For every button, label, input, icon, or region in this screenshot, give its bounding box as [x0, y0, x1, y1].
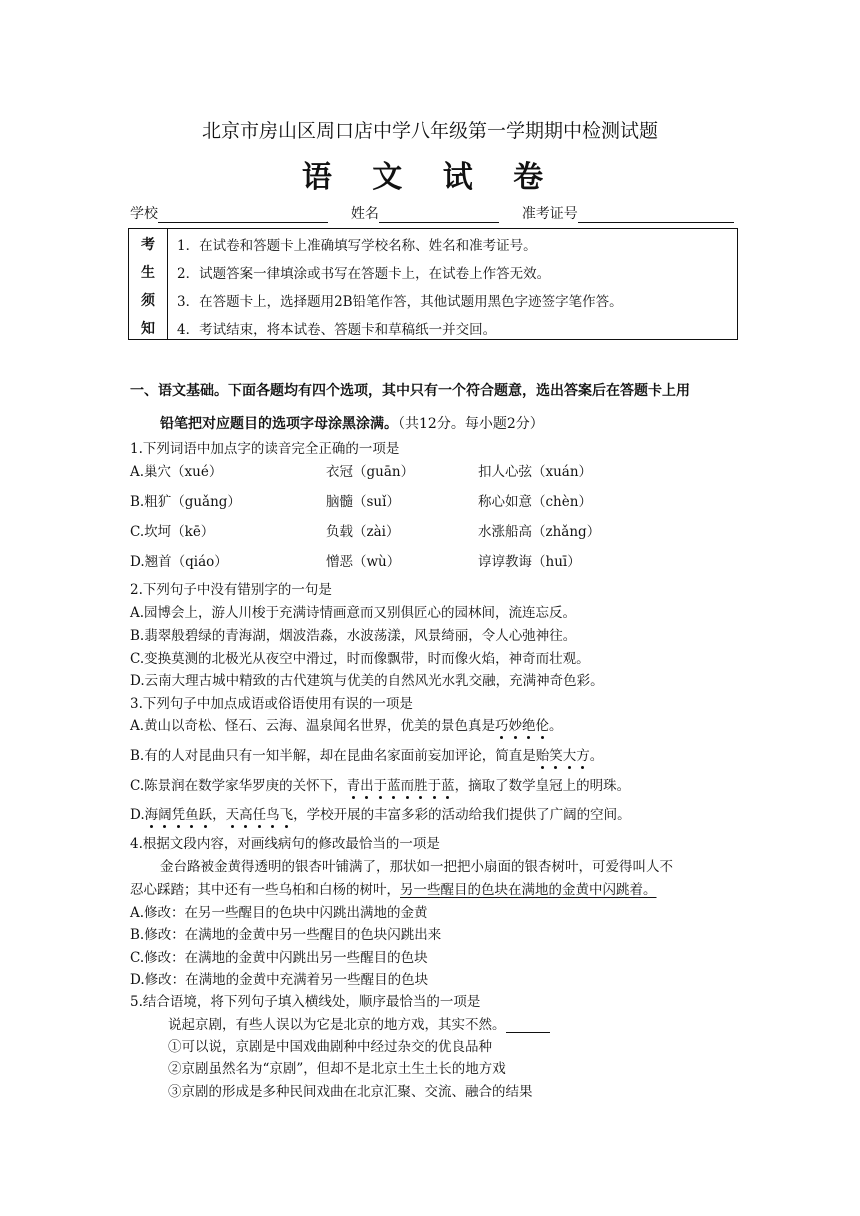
dotted-char: 巧	[495, 714, 509, 734]
exam-title: 语 文 试 卷	[301, 160, 559, 195]
q1-option: 憎恶（wù）	[326, 554, 401, 570]
school-label: 学校	[130, 206, 158, 222]
dotted-char: 海	[145, 803, 159, 823]
notice-table	[128, 228, 738, 340]
notice-item: 4．考试结束，将本试卷、答题卡和草稿纸一并交回。	[177, 322, 497, 338]
dotted-char: 伦	[536, 714, 550, 734]
q1-option: 水涨船高（zhǎng）	[478, 524, 601, 540]
dotted-char: 跃	[199, 803, 213, 823]
q5-item: ③京剧的形成是多种民间戏曲在北京汇聚、交流、融合的结果	[168, 1084, 533, 1100]
notice-side-char: 考	[141, 237, 155, 253]
q3-dotted-idiom	[495, 718, 549, 734]
q1-option: 负载（zài）	[326, 524, 400, 540]
q2-option: C.变换莫测的北极光从夜空中滑过，时而像飘带，时而像火焰，神奇而壮观。	[130, 651, 590, 667]
q3-dotted-idiom	[536, 748, 590, 764]
notice-item: 3．在答题卡上，选择题用2B铅笔作答，其他试题用黑色字迹签字笔作答。	[177, 294, 623, 310]
score-note: （共12分。每小题2分）	[398, 416, 544, 432]
dotted-char: 蓝	[387, 774, 401, 794]
q5-item: ①可以说，京剧是中国戏曲剧种中经过杂交的优良品种	[168, 1039, 492, 1055]
dotted-char: 阔	[158, 803, 172, 823]
q3-option-d	[130, 803, 631, 823]
q4-passage-text: 忍心踩踏；其中还有一些乌桕和白杨的树叶，	[130, 882, 400, 898]
name-blank[interactable]	[379, 208, 499, 223]
q1-option: B.粗犷（guǎng）	[130, 494, 241, 510]
q5-item: ②京剧虽然名为“京剧”，但却不是北京土生土长的地方戏	[168, 1061, 506, 1077]
q3-text: D.	[130, 807, 145, 823]
dotted-char: 妙	[509, 714, 523, 734]
q4-underlined-sentence: 另一些醒目的色块在满地的金黄中闪跳着。	[400, 882, 657, 898]
dotted-char: 鱼	[185, 803, 199, 823]
dotted-char: 绝	[522, 714, 536, 734]
dotted-char: 于	[374, 774, 388, 794]
q3-text: C.陈景润在数学家华罗庚的关怀下，	[130, 778, 347, 794]
exam-subtitle: 北京市房山区周口店中学八年级第一学期期中检测试题	[201, 120, 658, 142]
q1-option: 衣冠（guān）	[326, 464, 415, 480]
q3-option-b	[130, 744, 603, 764]
q3-text: 。	[549, 718, 563, 734]
dotted-char: 天	[226, 803, 240, 823]
q3-text: ，摘取了数学皇冠上的明珠。	[454, 778, 631, 794]
name-label: 姓名	[350, 206, 379, 222]
q4-passage-line1: 金台路被金黄得透明的银杏叶铺满了，那状如一把把小扇面的银杏树叶，可爱得叫人不	[160, 859, 673, 875]
q5-stem: 5.结合语境，将下列句子填入横线处，顺序最恰当的一项是	[130, 994, 481, 1010]
q1-option: A.巢穴（xué）	[130, 464, 223, 480]
dotted-char: 贻	[536, 744, 550, 764]
notice-item: 2．试题答案一律填涂或书写在答题卡上，在试卷上作答无效。	[177, 266, 551, 282]
q3-stem: 3.下列句子中加点成语或俗语使用有误的一项是	[130, 696, 413, 712]
q1-option: C.坎坷（kē）	[130, 524, 215, 540]
dotted-char: 凭	[172, 803, 186, 823]
notice-side-char: 生	[141, 265, 155, 281]
q3-option-a	[130, 714, 563, 734]
dotted-char: 方	[576, 744, 590, 764]
dotted-char: 于	[428, 774, 442, 794]
notice-side-char: 知	[141, 321, 155, 337]
notice-side-label	[129, 229, 168, 339]
dotted-char: 飞	[280, 803, 294, 823]
exam-id-label: 准考证号	[521, 206, 578, 222]
dotted-char: 蓝	[441, 774, 455, 794]
dotted-char: 而	[401, 774, 415, 794]
q5-context-text: 说起京剧，有些人误以为它是北京的地方戏，其实不然。	[168, 1017, 506, 1033]
info-fields	[130, 203, 734, 223]
dotted-char: 胜	[414, 774, 428, 794]
dotted-char: 大	[563, 744, 577, 764]
q5-answer-blank	[506, 1018, 550, 1033]
q3-text: ，学校开展的丰富多彩的活动给我们提供了广阔的空间。	[293, 807, 631, 823]
notice-item: 1．在试卷和答题卡上准确填写学校名称、姓名和准考证号。	[177, 238, 537, 254]
q5-context	[168, 1013, 550, 1033]
section-heading-line2	[160, 413, 544, 433]
q1-option: 称心如意（chèn）	[478, 494, 592, 510]
notice-side-char: 须	[141, 293, 155, 309]
q4-passage-line2	[130, 878, 657, 898]
dotted-char: 青	[347, 774, 361, 794]
dotted-char: 出	[360, 774, 374, 794]
section-heading-cont: 铅笔把对应题目的选项字母涂黑涂满。	[160, 416, 398, 432]
q1-option: 扣人心弦（xuán）	[478, 464, 593, 480]
q4-option: D.修改：在满地的金黄中充满着另一些醒目的色块	[130, 972, 429, 988]
exam-id-blank[interactable]	[578, 208, 734, 223]
q3-dotted-idiom	[347, 778, 455, 794]
q2-option: A.园博会上，游人川梭于充满诗情画意而又别俱匠心的园林间，流连忘反。	[130, 605, 577, 621]
q1-stem: 1.下列词语中加点字的读音完全正确的一项是	[130, 441, 400, 457]
q4-option: C.修改：在满地的金黄中闪跳出另一些醒目的色块	[130, 950, 428, 966]
section-heading: 一、语文基础。下面各题均有四个选项，其中只有一个符合题意，选出答案后在答题卡上用	[130, 383, 690, 399]
q1-option: D.翘首（qiáo）	[130, 554, 228, 570]
q2-stem: 2.下列句子中没有错别字的一句是	[130, 582, 332, 598]
q3-text: A.黄山以奇松、怪石、云海、温泉闻名世界，优美的景色真是	[130, 718, 496, 734]
q2-option: D.云南大理古城中精致的古代建筑与优美的自然风光水乳交融，充满神奇色彩。	[130, 673, 604, 689]
dotted-char: 鸟	[266, 803, 280, 823]
q4-option: A.修改：在另一些醒目的色块中闪跳出满地的金黄	[130, 905, 428, 921]
q2-option: B.翡翠般碧绿的青海湖，烟波浩淼，水波荡漾，风景绮丽，令人心弛神往。	[130, 628, 577, 644]
q1-option: 脑髓（suǐ）	[326, 494, 400, 510]
school-blank[interactable]	[158, 208, 328, 223]
dotted-char: 高	[239, 803, 253, 823]
dotted-char: 笑	[549, 744, 563, 764]
q3-text: 。	[589, 748, 604, 764]
q3-text: B.有的人对昆曲只有一知半解，却在昆曲名家面前妄加评论，简直是	[130, 748, 536, 764]
q4-stem: 4.根据文段内容，对画线病句的修改最恰当的一项是	[130, 836, 440, 852]
q1-option: 谆谆教诲（huī）	[478, 554, 581, 570]
q3-option-c	[130, 774, 630, 794]
q3-dotted-idiom	[145, 807, 294, 823]
q4-option: B.修改：在满地的金黄中另一些醒目的色块闪跳出来	[130, 927, 442, 943]
dotted-char: ，	[212, 807, 226, 823]
dotted-char: 任	[253, 803, 267, 823]
